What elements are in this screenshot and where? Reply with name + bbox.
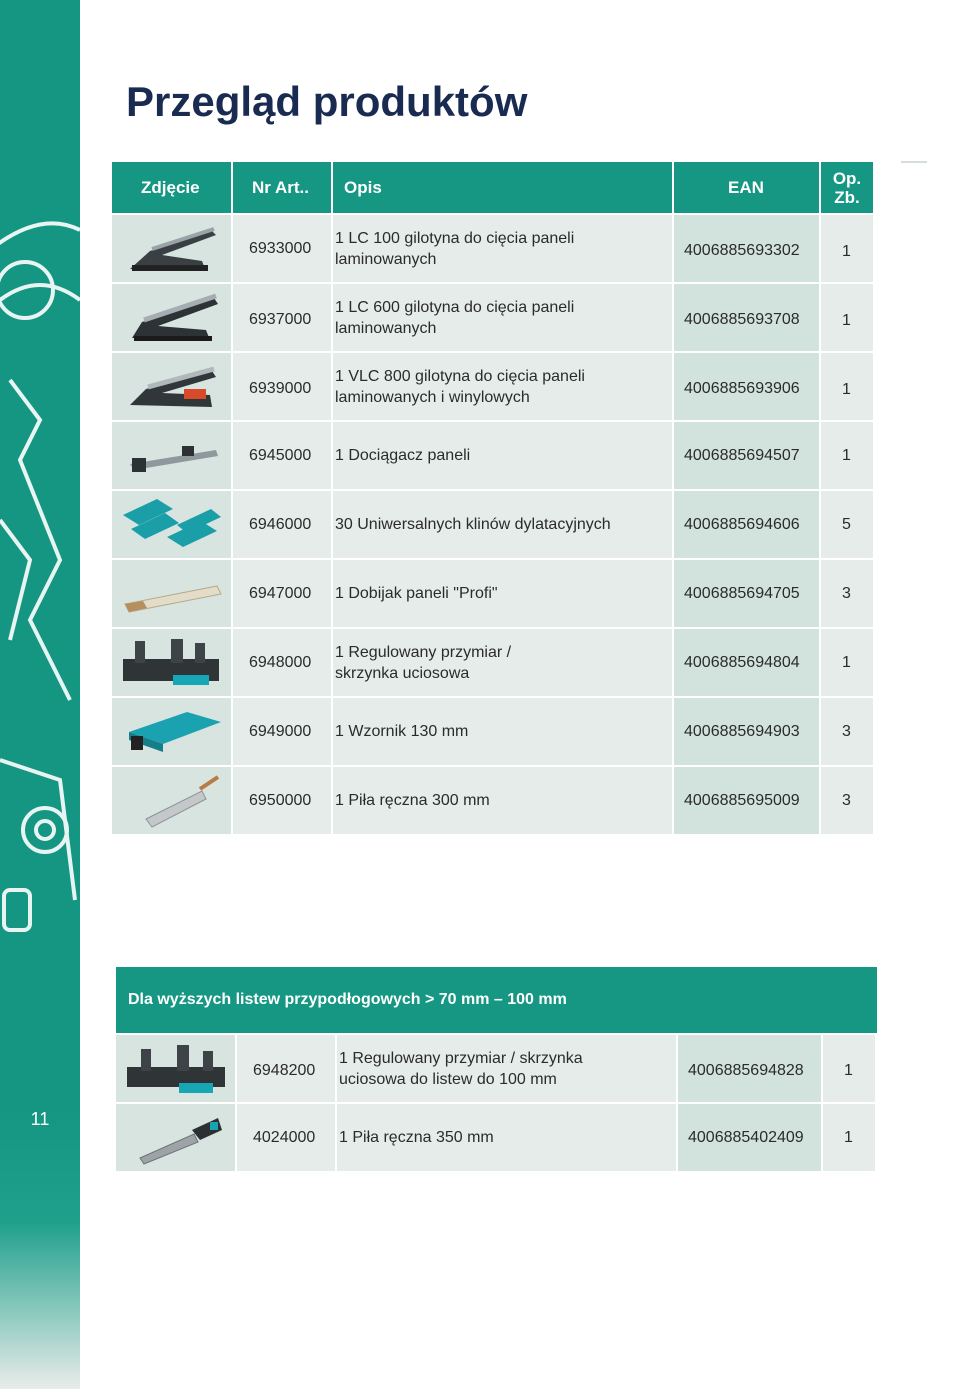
ean-code <box>674 422 819 489</box>
ean-text: 4006885694828 <box>688 1061 804 1079</box>
panel-saw-icon <box>126 1108 226 1168</box>
pack-text: 3 <box>842 722 851 740</box>
ean-code <box>674 560 819 627</box>
header-art-no <box>233 162 331 213</box>
ean-text: 4006885694804 <box>684 653 800 671</box>
product-description <box>333 560 672 627</box>
hand-saw-icon <box>122 771 222 831</box>
art-number <box>233 353 331 420</box>
ean-text: 4006885694705 <box>684 584 800 602</box>
left-sidebar <box>0 0 80 1389</box>
header-description <box>333 162 672 213</box>
guillotine-cutter-icon <box>122 359 222 415</box>
art-number <box>233 284 331 351</box>
ean-text: 4006885695009 <box>684 791 800 809</box>
tapping-block-icon <box>117 566 227 622</box>
product-photo <box>112 353 231 420</box>
description-text: 1 Piła ręczna 300 mm <box>335 792 490 809</box>
guillotine-cutter-icon <box>122 221 222 277</box>
description-text: 1 Dobijak paneli "Profi" <box>335 585 498 602</box>
art-number-text: 6939000 <box>249 379 312 397</box>
ean-code <box>678 1035 821 1102</box>
product-description <box>333 767 672 834</box>
ean-code <box>674 491 819 558</box>
art-number <box>233 560 331 627</box>
pack-text: 1 <box>842 446 851 464</box>
pack-quantity <box>821 353 873 420</box>
guillotine-cutter-icon <box>122 290 222 346</box>
product-photo <box>112 629 231 696</box>
pack-text: 1 <box>842 242 851 260</box>
ean-text: 4006885694903 <box>684 722 800 740</box>
art-number-text: 4024000 <box>253 1128 316 1146</box>
product-description <box>337 1035 676 1102</box>
pack-quantity <box>823 1035 875 1102</box>
description-text: 30 Uniwersalnych klinów dylatacyjnych <box>335 516 611 533</box>
art-number-text: 6949000 <box>249 722 312 740</box>
description-text: 1 VLC 800 gilotyna do cięcia paneli laminowanych i winylowych <box>335 367 585 406</box>
art-number-text: 6947000 <box>249 584 312 602</box>
pack-text: 3 <box>842 791 851 809</box>
pack-text: 5 <box>842 515 851 533</box>
ean-text: 4006885694606 <box>684 515 800 533</box>
pack-text: 1 <box>842 311 851 329</box>
ean-text: 4006885693906 <box>684 379 800 397</box>
product-description <box>333 491 672 558</box>
pack-quantity <box>821 698 873 765</box>
ean-text: 4006885693708 <box>684 310 800 328</box>
pack-quantity <box>821 284 873 351</box>
header-ean-label: EAN <box>728 177 764 197</box>
ean-code <box>678 1104 821 1171</box>
pack-quantity <box>821 491 873 558</box>
product-description <box>333 284 672 351</box>
header-photo-label: Zdjęcie <box>141 177 200 197</box>
art-number-text: 6948000 <box>249 653 312 671</box>
section-heading <box>116 967 877 1033</box>
product-photo <box>112 422 231 489</box>
pack-quantity <box>821 767 873 834</box>
product-photo <box>112 698 231 765</box>
art-number <box>233 698 331 765</box>
ean-text: 4006885693302 <box>684 241 800 259</box>
art-number <box>233 422 331 489</box>
art-number-text: 6945000 <box>249 446 312 464</box>
ean-code <box>674 629 819 696</box>
art-number <box>237 1035 335 1102</box>
art-number <box>233 215 331 282</box>
art-number <box>233 629 331 696</box>
pack-text: 3 <box>842 584 851 602</box>
pack-quantity <box>821 560 873 627</box>
page-number: 11 <box>30 1109 50 1129</box>
pack-quantity <box>821 215 873 282</box>
page-title: Przegląd produktów <box>126 78 528 125</box>
ean-code <box>674 698 819 765</box>
template-icon <box>117 702 227 762</box>
product-description <box>333 422 672 489</box>
product-photo <box>112 215 231 282</box>
pull-bar-icon <box>122 428 222 484</box>
art-number-text: 6933000 <box>249 239 312 257</box>
ean-code <box>674 767 819 834</box>
tool-illustration-icon <box>0 0 80 1389</box>
description-text: 1 Wzornik 130 mm <box>335 723 469 740</box>
description-text: 1 Regulowany przymiar / skrzynka uciosowa <box>335 643 512 682</box>
wedges-icon <box>117 495 227 555</box>
header-description-label: Opis <box>344 177 382 197</box>
art-number <box>237 1104 335 1171</box>
ean-code <box>674 353 819 420</box>
description-text: 1 Dociągacz paneli <box>335 447 471 464</box>
product-photo <box>112 767 231 834</box>
product-photo <box>112 491 231 558</box>
description-text: 1 Piła ręczna 350 mm <box>339 1129 494 1146</box>
pack-text: 1 <box>844 1061 853 1079</box>
pack-text: 1 <box>842 653 851 671</box>
mitre-box-icon <box>121 1039 231 1099</box>
ean-text: 4006885402409 <box>688 1128 804 1146</box>
product-description <box>333 698 672 765</box>
pack-quantity <box>821 422 873 489</box>
product-photo <box>112 560 231 627</box>
product-photo <box>116 1035 235 1102</box>
product-description <box>333 629 672 696</box>
header-art-no-label: Nr Art.. <box>252 177 309 197</box>
header-photo <box>112 162 231 213</box>
product-description <box>333 353 672 420</box>
art-number <box>233 491 331 558</box>
header-pack <box>821 162 873 213</box>
header-pack-label: Op. Zb. <box>832 168 862 207</box>
description-text: 1 LC 600 gilotyna do cięcia paneli laminowanych <box>335 298 575 337</box>
product-photo <box>112 284 231 351</box>
art-number <box>233 767 331 834</box>
pack-quantity <box>823 1104 875 1171</box>
product-description <box>333 215 672 282</box>
description-text: 1 LC 100 gilotyna do cięcia paneli laminowanych <box>335 229 575 268</box>
ean-code <box>674 284 819 351</box>
ean-code <box>674 215 819 282</box>
product-photo <box>116 1104 235 1171</box>
pack-quantity <box>821 629 873 696</box>
header-divider <box>901 161 927 163</box>
art-number-text: 6950000 <box>249 791 312 809</box>
header-ean <box>674 162 819 213</box>
pack-text: 1 <box>844 1128 853 1146</box>
pack-text: 1 <box>842 380 851 398</box>
art-number-text: 6946000 <box>249 515 312 533</box>
description-text: 1 Regulowany przymiar / skrzynka uciosowa do listew do 100 mm <box>339 1049 583 1088</box>
ean-text: 4006885694507 <box>684 446 800 464</box>
product-description <box>337 1104 676 1171</box>
mitre-box-icon <box>117 633 227 693</box>
art-number-text: 6948200 <box>253 1061 316 1079</box>
section-heading-text: Dla wyższych listew przypodłogowych > 70 mm – 100 mm <box>128 991 567 1008</box>
art-number-text: 6937000 <box>249 310 312 328</box>
